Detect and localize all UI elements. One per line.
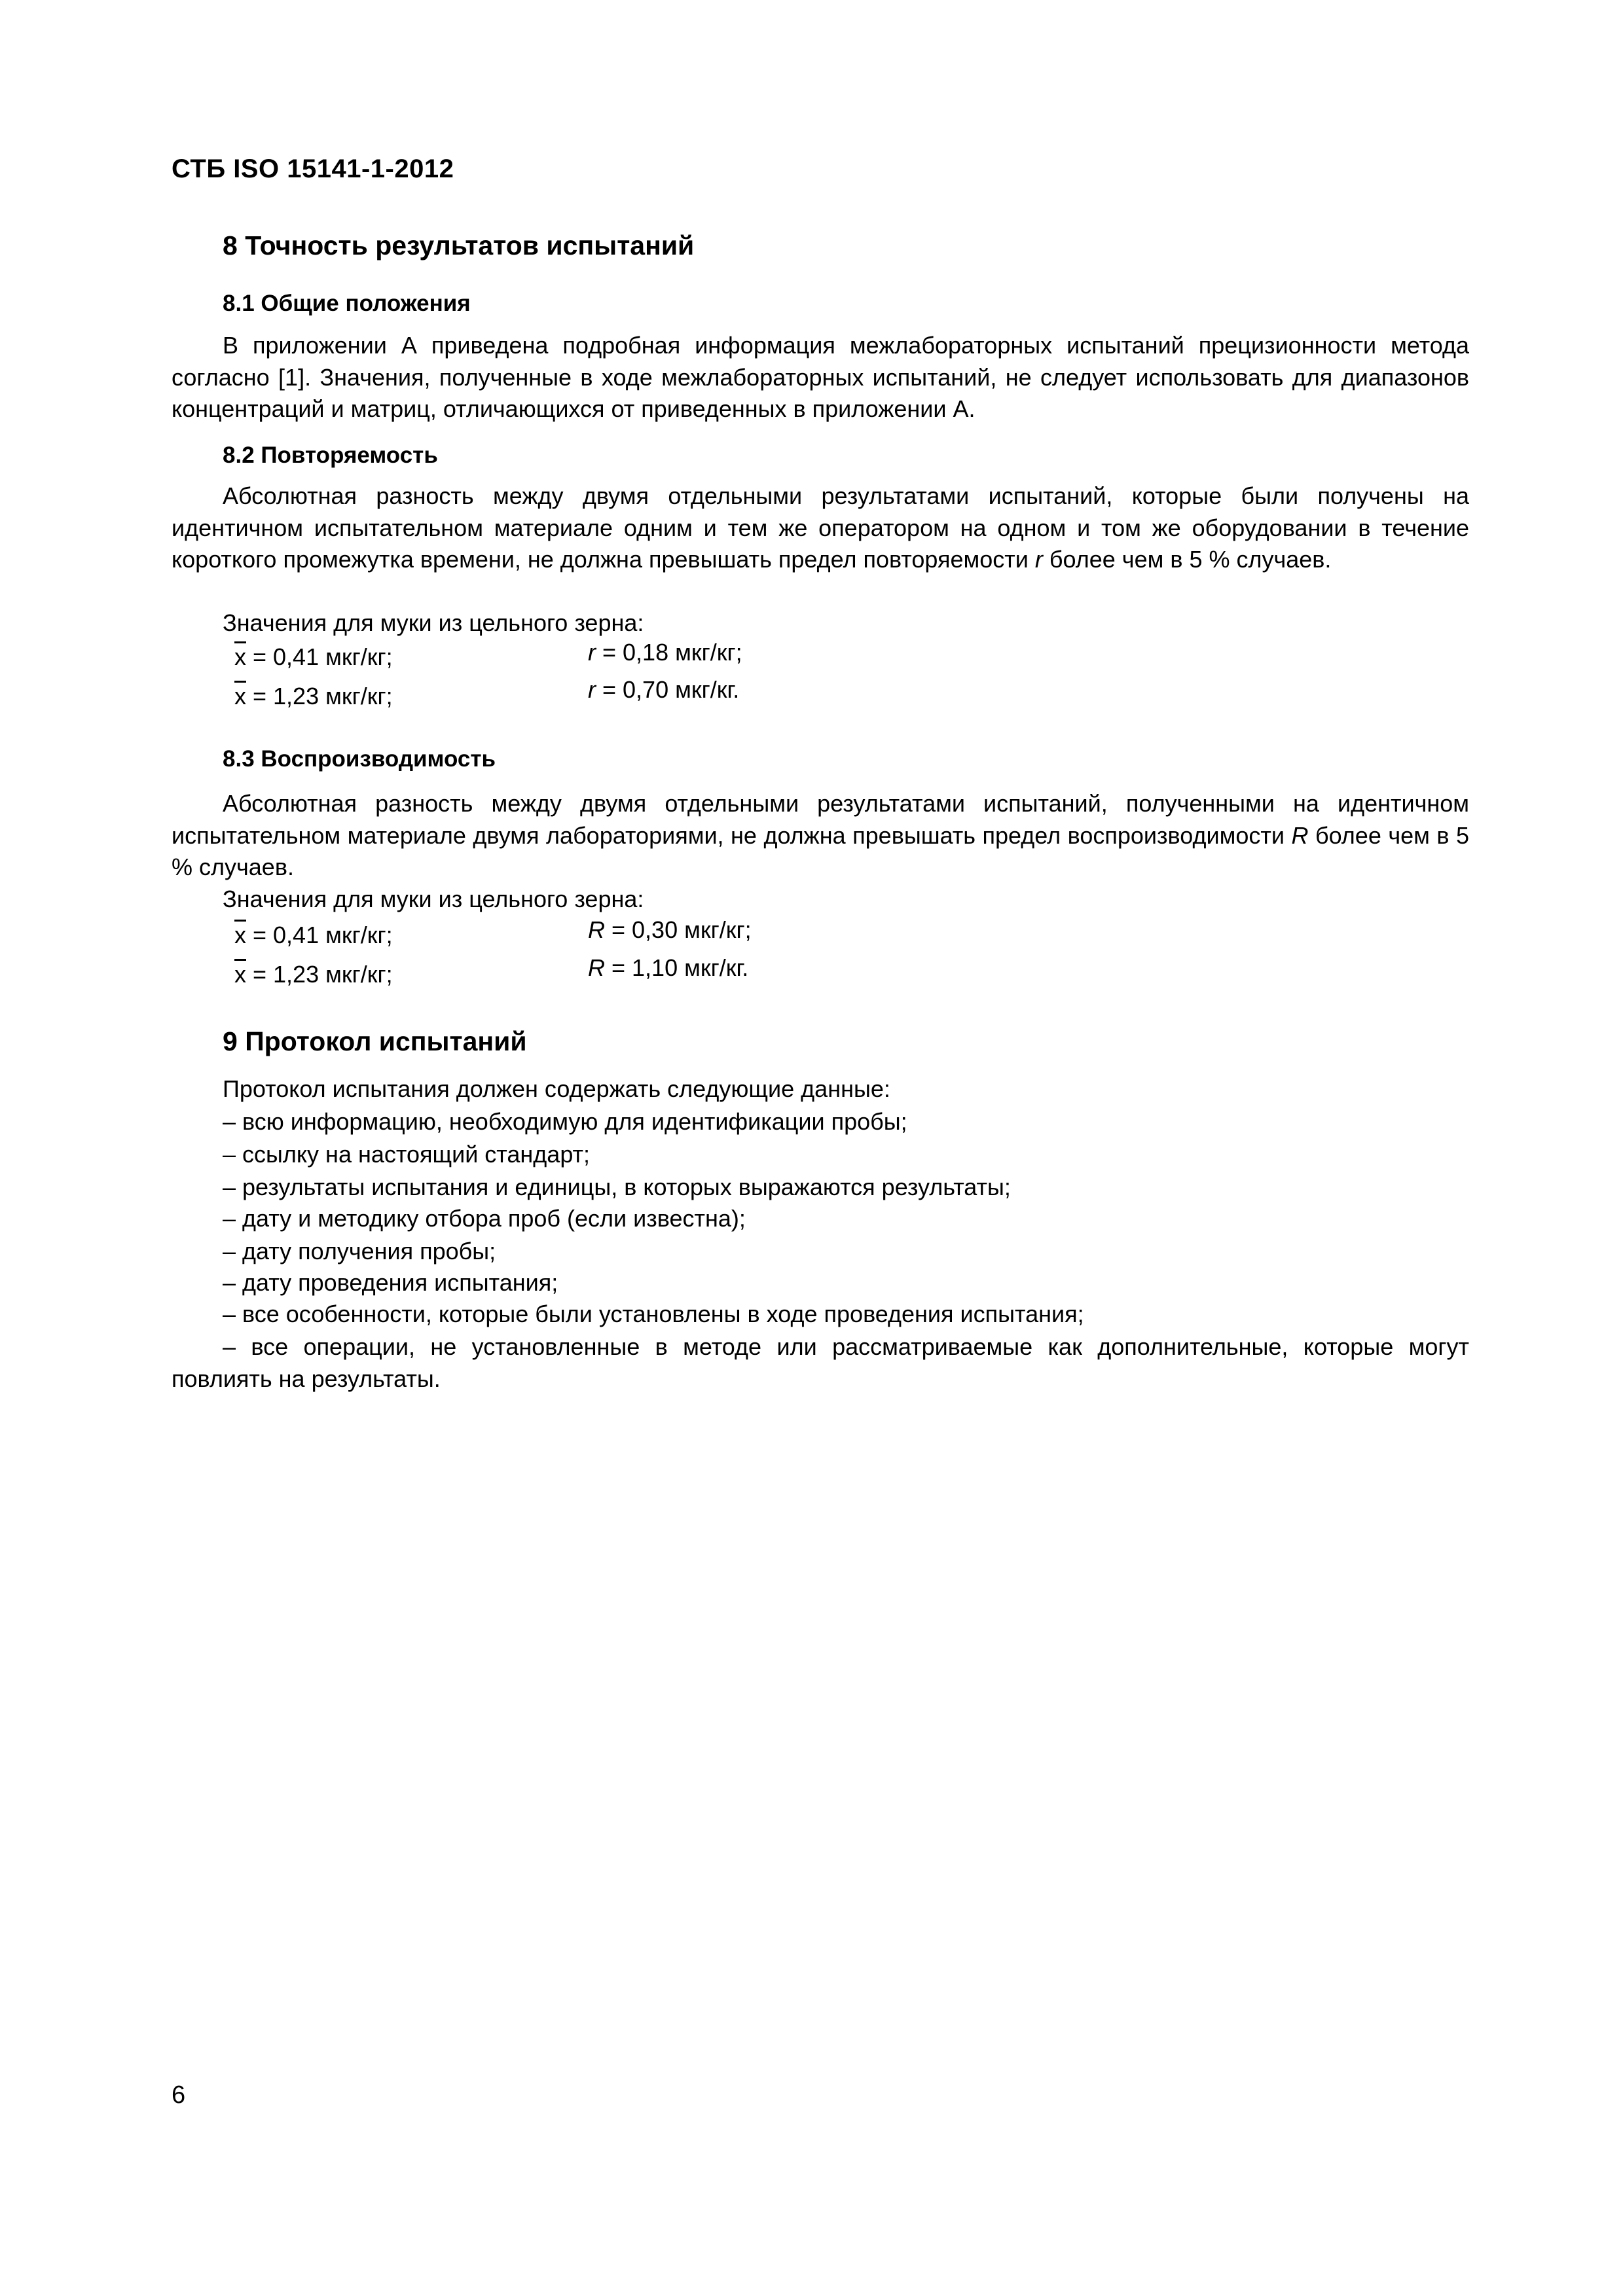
document-code: СТБ ISO 15141-1-2012 [172, 154, 454, 183]
variable-symbol: R [1291, 821, 1309, 849]
r-symbol: R [588, 916, 605, 943]
list-item: – дату получения пробы; [223, 1238, 496, 1265]
list-item: – результаты испытания и единицы, в которых выражаются результаты; [223, 1174, 1011, 1200]
section-8-3-text: Абсолютная разность между двумя отдельными результатами испытаний, полученными на идентичном испытательном материале двумя лабораториями, не должна превышать предел воспроизводимости R более чем в 5 % случаев. [172, 790, 1469, 880]
s83-row2-r: R = 1,10 мкг/кг. [588, 954, 749, 981]
s82-row1-r: r = 0,18 мкг/кг; [588, 639, 742, 666]
s83-row2-x: $\overline{x} = 1,23$ мкг/кг; [234, 961, 393, 988]
r-symbol: R [588, 954, 605, 981]
section-8-3-values-intro: Значения для муки из цельного зерна: [223, 886, 644, 912]
section-8-2-values-intro: Значения для муки из цельного зерна: [223, 609, 644, 636]
list-item: – дату проведения испытания; [223, 1269, 558, 1296]
x-mean-symbol: $\overline{x}$ [234, 683, 246, 709]
page-number: 6 [172, 2081, 186, 2109]
x-mean-symbol: $\overline{x}$ [234, 922, 246, 948]
s83-row1-r: R = 0,30 мкг/кг; [588, 916, 752, 943]
list-item: – дату и методику отбора проб (если известна); [223, 1205, 746, 1232]
section-8-2-title: 8.2 Повторяемость [223, 442, 438, 468]
list-item: – ссылку на настоящий стандарт; [223, 1141, 591, 1168]
list-item: – всю информацию, необходимую для идентификации пробы; [223, 1108, 907, 1135]
x-mean-symbol: $\overline{x}$ [234, 961, 246, 988]
section-8-title: 8 Точность результатов испытаний [223, 230, 695, 260]
section-9-intro: Протокол испытания должен содержать следующие данные: [223, 1075, 890, 1102]
s82-row2-r: r = 0,70 мкг/кг. [588, 676, 740, 703]
x-mean-symbol: $\overline{x}$ [234, 643, 246, 670]
r-symbol: r [588, 639, 596, 666]
section-9-title: 9 Протокол испытаний [223, 1026, 527, 1056]
section-8-1-text: В приложении А приведена подробная информация межлабораторных испытаний прецизионности метода согласно [1]. Значения, полученные в ходе межлабораторных испытаний, не следует использовать для диапазонов концентраций и матриц, отличающихся от приведенных в приложении А. [172, 332, 1469, 422]
variable-symbol: r [1034, 546, 1043, 573]
section-8-1-title: 8.1 Общие положения [223, 291, 471, 316]
s82-row2-x: $\overline{x} = 1,23$ мкг/кг; [234, 683, 393, 709]
s82-row1-x: $\overline{x} = 0,41$ мкг/кг; [234, 643, 393, 670]
list-item-last: – все операции, не установленные в методе или рассматриваемые как дополнительные, которые могут повлиять на результаты. [172, 1333, 1469, 1392]
section-8-2-text: Абсолютная разность между двумя отдельными результатами испытаний, которые были получены на идентичном испытательном материале одним и тем же оператором на одном и том же оборудовании в течение короткого промежутка времени, не должна превышать предел повторяемости r более чем в 5 % случаев. [172, 482, 1469, 573]
section-8-3-title: 8.3 Воспроизводимость [223, 746, 496, 772]
list-item: – все особенности, которые были установлены в ходе проведения испытания; [223, 1300, 1084, 1327]
r-symbol: r [588, 676, 596, 703]
s83-row1-x: $\overline{x} = 0,41$ мкг/кг; [234, 922, 393, 948]
